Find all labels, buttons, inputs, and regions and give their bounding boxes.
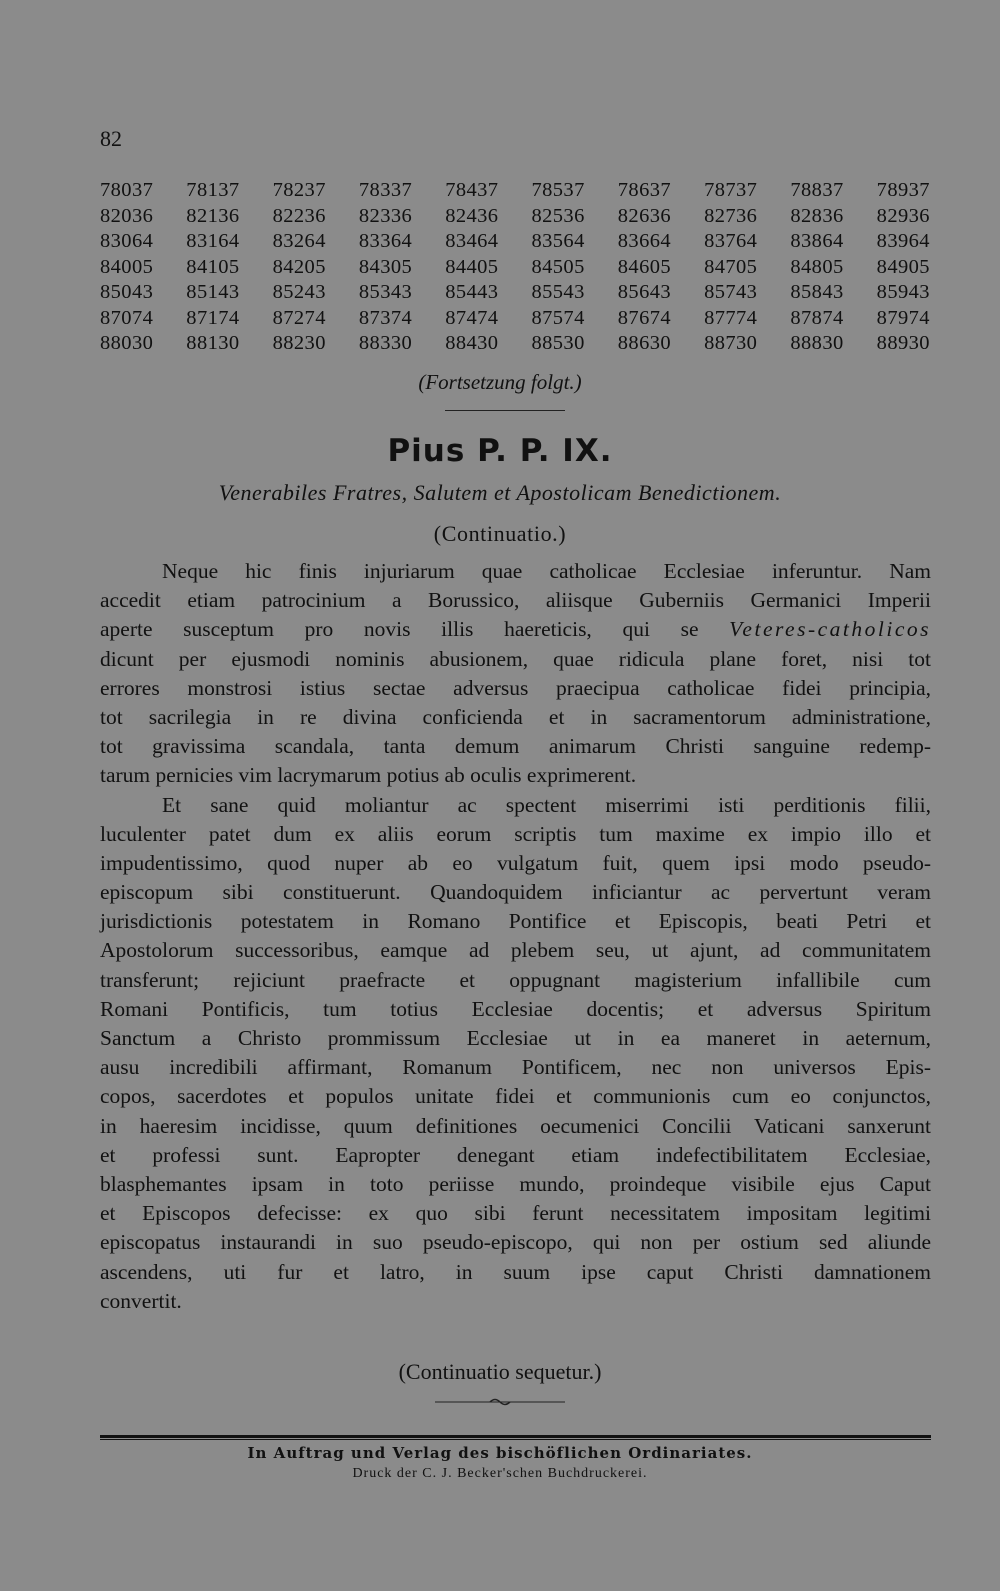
number-cell: 84205 bbox=[272, 255, 326, 278]
number-cell: 82436 bbox=[445, 204, 499, 227]
number-cell: 82736 bbox=[704, 204, 758, 227]
section-divider bbox=[445, 410, 565, 411]
number-cell: 78437 bbox=[445, 179, 499, 201]
number-cell: 84305 bbox=[358, 255, 413, 278]
number-cell: 85043 bbox=[100, 281, 154, 303]
text-line: ausu incredibili affirmant, Romanum Pontificem, nec non universos Epis- bbox=[100, 1055, 931, 1080]
section-title: Pius P. P. IX. bbox=[387, 433, 613, 469]
body-text bbox=[100, 557, 931, 1316]
text-line: Sanctum a Christo prommissum Ecclesiae ut in ea maneret in aeternum, bbox=[100, 1026, 931, 1050]
number-cell: 83164 bbox=[186, 230, 240, 252]
text-line: episcopum sibi constituerunt. Quandoquidem inficiantur ac pervertunt veram bbox=[100, 880, 931, 905]
text-line: luculenter patet dum ex aliis eorum scriptis tum maxime ex impio illo et bbox=[100, 821, 931, 846]
number-cell: 78737 bbox=[704, 179, 758, 201]
number-row bbox=[100, 331, 930, 357]
imprint-line: In Auftrag und Verlag des bischöflichen Ordinariates. bbox=[247, 1444, 753, 1462]
number-cell: 78637 bbox=[617, 179, 672, 201]
number-cell: 83964 bbox=[876, 230, 930, 252]
number-cell: 87974 bbox=[876, 306, 930, 329]
number-cell: 83364 bbox=[358, 230, 413, 252]
text-line bbox=[100, 615, 931, 644]
continuatio-heading: (Continuatio.) bbox=[433, 521, 567, 546]
number-row bbox=[100, 204, 930, 230]
number-cell: 88030 bbox=[100, 332, 154, 354]
number-cell: 85443 bbox=[445, 281, 499, 303]
number-row bbox=[100, 229, 930, 255]
number-cell: 83864 bbox=[790, 230, 844, 252]
number-cell: 85743 bbox=[704, 281, 758, 303]
number-cell: 88530 bbox=[531, 332, 585, 354]
number-cell: 85243 bbox=[272, 281, 326, 303]
salutation: Venerabiles Fratres, Salutem et Apostolicam Benedictionem. bbox=[218, 480, 782, 505]
number-cell: 88630 bbox=[617, 332, 672, 354]
number-cell: 85343 bbox=[358, 281, 413, 303]
text-line: et professi sunt. Eapropter denegant etiam indefectibilitatem Ecclesiae, bbox=[100, 1142, 931, 1167]
number-cell: 82036 bbox=[100, 204, 154, 227]
number-cell: 78137 bbox=[186, 179, 240, 201]
number-cell: 84805 bbox=[790, 255, 844, 278]
text-line: tot gravissima scandala, tanta demum animarum Christi sanguine redemp- bbox=[100, 734, 931, 759]
number-cell: 88830 bbox=[790, 332, 844, 354]
number-cell: 87574 bbox=[531, 306, 585, 329]
number-cell: 85843 bbox=[790, 281, 844, 303]
text-line: Neque hic finis injuriarum quae catholicae Ecclesiae inferuntur. Nam bbox=[162, 559, 931, 583]
number-row bbox=[100, 255, 930, 281]
number-cell: 88330 bbox=[358, 332, 413, 354]
number-cell: 87274 bbox=[272, 306, 326, 329]
number-row bbox=[100, 306, 930, 332]
number-cell: 83664 bbox=[617, 230, 672, 252]
number-cell: 88930 bbox=[876, 332, 930, 354]
text-line: impudentissimo, quod nuper ab eo vulgatum fuit, quem ipsi modo pseudo- bbox=[100, 850, 931, 875]
continuation-note: (Fortsetzung folgt.) bbox=[418, 370, 582, 394]
emphasized-term: Veteres-catholicos bbox=[729, 617, 931, 642]
text-line: convertit. bbox=[100, 1288, 182, 1313]
number-row bbox=[100, 280, 930, 306]
text-line: Romani Pontificis, tum totius Ecclesiae docentis; et adversus Spiritum bbox=[100, 996, 931, 1021]
text-line: in haeresim incidisse, quum definitiones oecumenici Concilii Vaticani sanxerunt bbox=[100, 1113, 931, 1138]
number-cell: 83464 bbox=[445, 230, 499, 252]
number-cell: 83764 bbox=[704, 230, 758, 252]
text-line: tarum pernicies vim lacrymarum potius ab oculis exprimerent. bbox=[100, 763, 637, 788]
continuatio-sequetur: (Continuatio sequetur.) bbox=[398, 1359, 602, 1384]
number-cell: 82836 bbox=[790, 204, 844, 227]
number-cell: 82336 bbox=[358, 204, 413, 227]
number-cell: 87674 bbox=[617, 306, 672, 329]
number-cell: 85543 bbox=[531, 281, 585, 303]
number-cell: 82636 bbox=[617, 204, 672, 227]
number-cell: 87074 bbox=[100, 306, 154, 329]
printer-line: Druck der C. J. Becker'schen Buchdruckerei. bbox=[352, 1466, 648, 1481]
number-cell: 85643 bbox=[617, 281, 672, 303]
number-cell: 82536 bbox=[531, 204, 585, 227]
footer-rule bbox=[100, 1435, 931, 1440]
number-cell: 85143 bbox=[186, 281, 240, 303]
number-cell: 78937 bbox=[876, 179, 930, 201]
number-cell: 87474 bbox=[445, 306, 499, 329]
text-line: tot sacrilegia in re divina conficienda et in sacramentorum administratione, bbox=[100, 704, 931, 729]
number-row bbox=[100, 178, 930, 204]
page-number: 82 bbox=[100, 126, 122, 151]
text-line: copos, sacerdotes et populos unitate fidei et communionis cum eo conjunctos, bbox=[100, 1084, 931, 1109]
number-cell: 88230 bbox=[272, 332, 326, 354]
number-cell: 83264 bbox=[272, 230, 326, 252]
number-cell: 83064 bbox=[100, 230, 154, 252]
number-cell: 84905 bbox=[876, 255, 930, 278]
number-cell: 84005 bbox=[100, 255, 154, 278]
number-cell: 87174 bbox=[186, 306, 240, 329]
number-cell: 78037 bbox=[100, 179, 154, 201]
text-line: errores monstrosi istius sectae adversus praecipua catholicae fidei principia, bbox=[100, 675, 931, 700]
number-cell: 88430 bbox=[445, 332, 499, 354]
number-cell: 84705 bbox=[704, 255, 758, 278]
text-line: accedit etiam patrocinium a Borussico, aliisque Guberniis Germanici Imperii bbox=[100, 588, 931, 613]
text-line: episcopatus instaurandi in suo pseudo-episcopo, qui non per ostium sed aliunde bbox=[100, 1230, 931, 1255]
number-cell: 78237 bbox=[272, 179, 326, 201]
number-cell: 88130 bbox=[186, 332, 240, 354]
number-cell: 78537 bbox=[531, 179, 585, 201]
number-cell: 87374 bbox=[358, 306, 413, 329]
number-cell: 82936 bbox=[876, 204, 930, 227]
text-line: transferunt; rejiciunt praefracte et oppugnant magisterium infallibile cum bbox=[100, 967, 931, 992]
number-cell: 84505 bbox=[531, 255, 585, 278]
number-cell: 88730 bbox=[704, 332, 758, 354]
number-cell: 84105 bbox=[186, 255, 240, 278]
number-cell: 78837 bbox=[790, 179, 844, 201]
number-cell: 85943 bbox=[876, 281, 930, 303]
text-line: ascendens, uti fur et latro, in suum ipse caput Christi damnationem bbox=[100, 1259, 931, 1284]
number-table bbox=[100, 178, 930, 357]
text-line: dicunt per ejusmodi nominis abusionem, quae ridicula plane foret, nisi tot bbox=[100, 646, 931, 671]
ornament-divider bbox=[435, 1397, 565, 1407]
text-span: aperte susceptum pro novis illis haereticis, qui se bbox=[100, 617, 730, 642]
number-cell: 82136 bbox=[186, 204, 240, 227]
text-line: et Episcopos defecisse: ex quo sibi ferunt necessitatem impositam legitimi bbox=[100, 1201, 931, 1226]
number-cell: 82236 bbox=[272, 204, 326, 227]
text-line: jurisdictionis potestatem in Romano Pontifice et Episcopis, beati Petri et bbox=[100, 909, 931, 934]
number-cell: 83564 bbox=[531, 230, 585, 252]
text-line: Et sane quid moliantur ac spectent miserrimi isti perditionis filii, bbox=[162, 792, 931, 817]
number-cell: 87774 bbox=[704, 306, 758, 329]
number-cell: 87874 bbox=[790, 306, 844, 329]
text-line: Apostolorum successoribus, eamque ad plebem seu, ut ajunt, ad communitatem bbox=[100, 938, 931, 963]
number-cell: 84405 bbox=[445, 255, 499, 278]
number-cell: 84605 bbox=[617, 255, 672, 278]
text-line: blasphemantes ipsam in toto periisse mundo, proindeque visibile ejus Caput bbox=[100, 1171, 931, 1196]
number-cell: 78337 bbox=[358, 179, 413, 201]
